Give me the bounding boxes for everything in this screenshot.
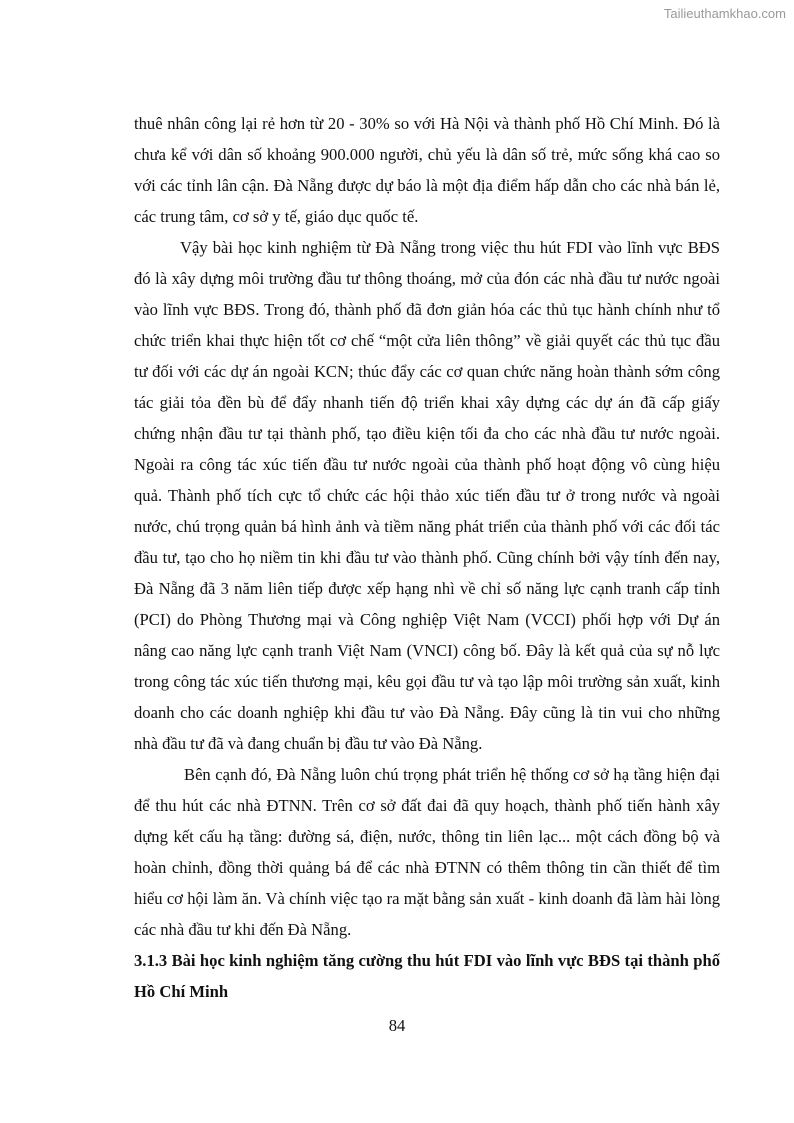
- page-body: [134, 108, 720, 1007]
- watermark: Tailieuthamkhao.com: [663, 6, 786, 21]
- page-number: 84: [388, 1016, 406, 1035]
- paragraph-infrastructure: Bên cạnh đó, Đà Nẵng luôn chú trọng phát triển hệ thống cơ sở hạ tầng hiện đại để thu hút các nhà ĐTNN. Trên cơ sở đất đai đã quy hoạch, thành phố tiến hành xây dựng kết cấu hạ tầng: đường sá, điện, nước, thông tin liên lạc... một cách đồng bộ và hoàn chỉnh, đồng thời quảng bá để các nhà ĐTNN có thêm thông tin cần thiết để tìm hiểu cơ hội làm ăn. Và chính việc tạo ra mặt bằng sản xuất - kinh doanh đã làm hài lòng các nhà đầu tư khi đến Đà Nẵng.: [134, 765, 720, 939]
- section-heading: 3.1.3 Bài học kinh nghiệm tăng cường thu hút FDI vào lĩnh vực BĐS tại thành phố Hồ Chí Minh: [134, 951, 720, 1001]
- paragraph-lessons: Vậy bài học kinh nghiệm từ Đà Nẵng trong việc thu hút FDI vào lĩnh vực BĐS đó là xây dựng môi trường đầu tư thông thoáng, mở của đón các nhà đầu tư nước ngoài vào lĩnh vực BĐS. Trong đó, thành phố đã đơn giản hóa các thủ tục hành chính như tổ chức triển khai thực hiện tốt cơ chế “một cửa liên thông” về giải quyết các thủ tục đầu tư đối với các dự án ngoài KCN; thúc đẩy các cơ quan chức năng hoàn thành sớm công tác giải tỏa đền bù để đẩy nhanh tiến độ triển khai xây dựng các dự án đã cấp giấy chứng nhận đầu tư tại thành phố, tạo điều kiện tối đa cho các nhà đầu tư nước ngoài. Ngoài ra công tác xúc tiến đầu tư nước ngoài của thành phố hoạt động vô cùng hiệu quả. Thành phố tích cực tổ chức các hội thảo xúc tiến đầu tư ở trong nước và ngoài nước, chú trọng quản bá hình ảnh và tiềm năng phát triển của thành phố với các đối tác đầu tư, tạo cho họ niềm tin khi đầu tư vào thành phố. Cũng chính bởi vậy tính đến nay, Đà Nẵng đã 3 năm liên tiếp được xếp hạng nhì về chỉ số năng lực cạnh tranh cấp tỉnh (PCI) do Phòng Thương mại và Công nghiệp Việt Nam (VCCI) phối hợp với Dự án nâng cao năng lực cạnh tranh Việt Nam (VNCI) công bố. Đây là kết quả của sự nỗ lực trong công tác xúc tiến thương mại, kêu gọi đầu tư và tạo lập môi trường sản xuất, kinh doanh cho các doanh nghiệp khi đầu tư vào Đà Nẵng. Đây cũng là tin vui cho những nhà đầu tư đã và đang chuẩn bị đầu tư vào Đà Nẵng.: [134, 238, 720, 753]
- paragraph-continuation: thuê nhân công lại rẻ hơn từ 20 - 30% so với Hà Nội và thành phố Hồ Chí Minh. Đó là chưa kể với dân số khoảng 900.000 người, chủ yếu là dân số trẻ, mức sống khá cao so với các tỉnh lân cận. Đà Nẵng được dự báo là một địa điểm hấp dẫn cho các nhà bán lẻ, các trung tâm, cơ sở y tế, giáo dục quốc tế.: [134, 114, 720, 226]
